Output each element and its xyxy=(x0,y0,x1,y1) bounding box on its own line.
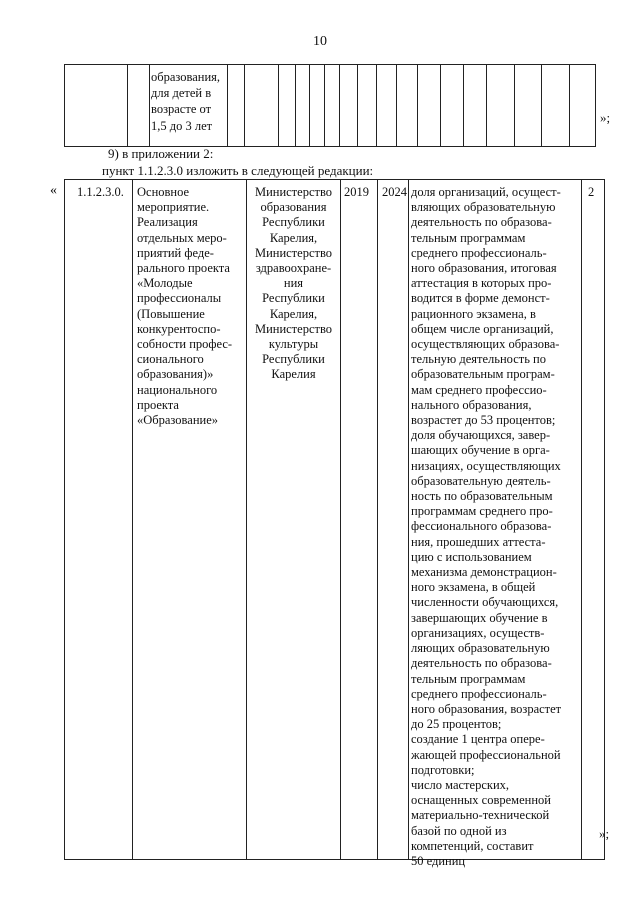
cell-line: низациях, осуществляющих xyxy=(411,458,561,473)
cell-line: цию с использованием xyxy=(411,549,532,564)
cell-line: рационного экзамена, в xyxy=(411,306,536,321)
cell-line: профессионалы xyxy=(137,291,222,306)
table-divider xyxy=(417,65,418,146)
year-end: 2024 xyxy=(382,185,407,199)
cell-line: ния xyxy=(283,276,304,291)
cell-line: культуры xyxy=(268,337,319,352)
cell-line: вляющих образовательную xyxy=(411,200,556,215)
cell-line: Реализация xyxy=(137,215,198,230)
cell-line: число мастерских, xyxy=(411,777,510,792)
cell-line: образования, xyxy=(151,70,221,84)
item-number: 1.1.2.3.0. xyxy=(77,185,124,199)
table-divider xyxy=(295,65,296,146)
cell-line: Республики xyxy=(262,352,325,367)
item-heading: 9) в приложении 2: xyxy=(108,146,214,161)
table-divider xyxy=(514,65,515,146)
table-divider xyxy=(376,65,377,146)
cell-line: среднего профессиональ- xyxy=(411,686,547,701)
table-divider xyxy=(541,65,542,146)
cell-line: базой по одной из xyxy=(411,823,507,838)
cell-line: Министерство xyxy=(254,321,333,336)
cell-line: Карелия, xyxy=(269,230,318,245)
cell-line: тельную деятельность по xyxy=(411,352,546,367)
cell-line: тельным программам xyxy=(411,671,526,686)
table-divider xyxy=(357,65,358,146)
table-divider xyxy=(377,180,378,859)
closing-quote: »; xyxy=(600,110,611,125)
cell-line: рального проекта xyxy=(137,261,230,276)
cell-line: Карелия xyxy=(271,367,316,382)
cell-line: доля обучающихся, завер- xyxy=(411,428,551,443)
responsible-orgs xyxy=(250,185,337,383)
continuation-cell xyxy=(151,69,226,134)
cell-line: численности обучающихся, xyxy=(411,595,559,610)
table-divider xyxy=(396,65,397,146)
continuation-table xyxy=(64,64,596,147)
cell-line: шающих обучение в орга- xyxy=(411,443,550,458)
cell-line: образования)» xyxy=(137,367,214,382)
cell-line: ляющих образовательную xyxy=(411,641,550,656)
cell-line: мам среднего профессио- xyxy=(411,382,547,397)
table-divider xyxy=(581,180,582,859)
table-divider xyxy=(149,65,150,146)
table-divider xyxy=(463,65,464,146)
cell-line: создание 1 центра опере- xyxy=(411,732,545,747)
cell-line: образовательную деятель- xyxy=(411,473,551,488)
cell-line: оснащенных современной xyxy=(411,793,551,808)
cell-line: 1,5 до 3 лет xyxy=(151,118,213,133)
cell-line: «Образование» xyxy=(137,413,219,428)
table-divider xyxy=(227,65,228,146)
cell-line: программам среднего про- xyxy=(411,504,553,519)
cell-line: Основное xyxy=(137,185,190,199)
cell-line: Министерство xyxy=(254,245,333,260)
cell-line: деятельность по образова- xyxy=(411,215,552,230)
table-divider xyxy=(127,65,128,146)
cell-line: тельным программам xyxy=(411,230,526,245)
cell-line: деятельность по образова- xyxy=(411,656,552,671)
cell-line: доля организаций, осущест- xyxy=(411,185,561,199)
cell-line: Республики xyxy=(262,215,325,230)
cell-line: «Молодые xyxy=(137,276,193,291)
item-instruction: пункт 1.1.2.3.0 изложить в следующей редакции: xyxy=(102,163,374,178)
cell-line: нального образования, xyxy=(411,397,532,412)
cell-line: приятий феде- xyxy=(137,245,214,260)
cell-line: ного образования, возрастет xyxy=(411,701,562,716)
table-divider xyxy=(309,65,310,146)
cell-line: аттестация в которых про- xyxy=(411,276,552,291)
cell-line: подготовки; xyxy=(411,762,475,777)
year-start: 2019 xyxy=(344,185,369,199)
table-divider xyxy=(324,65,325,146)
cell-line: фессионального образова- xyxy=(411,519,552,534)
cell-line: проекта xyxy=(137,397,179,412)
cell-line: завершающих обучение в xyxy=(411,610,548,625)
cell-line: Министерство xyxy=(254,185,333,199)
cell-line: механизма демонстрацион- xyxy=(411,565,557,580)
cell-line: отдельных меро- xyxy=(137,230,227,245)
cell-line: Карелия, xyxy=(269,306,318,321)
cell-line: ного экзамена, в общей xyxy=(411,580,536,595)
cell-line: водится в форме демонст- xyxy=(411,291,550,306)
cell-line: среднего профессиональ- xyxy=(411,245,547,260)
main-table xyxy=(64,179,605,868)
cell-line: организациях, осуществ- xyxy=(411,625,545,640)
table-divider xyxy=(408,180,409,859)
page-number: 10 xyxy=(313,34,327,49)
table-divider xyxy=(132,180,133,859)
cell-line: (Повышение xyxy=(137,306,205,321)
cell-line: здравоохране- xyxy=(255,261,332,276)
opening-quote: « xyxy=(50,183,57,198)
cell-line: для детей в xyxy=(151,86,212,101)
table-divider xyxy=(569,65,570,146)
table-divider xyxy=(486,65,487,146)
cell-line: образования xyxy=(260,200,327,215)
cell-line: общем числе организаций, xyxy=(411,321,554,336)
table-divider xyxy=(339,65,340,146)
cell-line: компетенций, составит xyxy=(411,838,534,853)
cell-line: ного образования, итоговая xyxy=(411,261,557,276)
table-divider xyxy=(440,65,441,146)
cell-line: национального xyxy=(137,382,218,397)
cell-line: материально-технической xyxy=(411,808,550,823)
cell-line: жающей профессиональной xyxy=(411,747,561,762)
table-divider xyxy=(340,180,341,859)
cell-line: возрастет до 53 процентов; xyxy=(411,413,556,428)
table-divider xyxy=(244,65,245,146)
closing-quote: »; xyxy=(599,826,610,841)
cell-line: осуществляющих образова- xyxy=(411,337,560,352)
cell-line: мероприятие. xyxy=(137,200,210,215)
cell-line: ность по образовательным xyxy=(411,489,553,504)
cell-line: 50 единиц xyxy=(411,853,466,868)
cell-line: образовательным програм- xyxy=(411,367,555,382)
cell-line: конкурентоспо- xyxy=(137,321,221,336)
cell-line: ния, прошедших аттеста- xyxy=(411,534,546,549)
last-column-value: 2 xyxy=(588,185,595,199)
activity-name xyxy=(137,185,249,428)
cell-line: до 25 процентов; xyxy=(411,717,502,732)
expected-results xyxy=(411,185,579,869)
cell-line: возрасте от xyxy=(151,102,212,117)
table-divider xyxy=(278,65,279,146)
cell-line: собности профес- xyxy=(137,337,233,352)
cell-line: Республики xyxy=(262,291,325,306)
cell-line: сионального xyxy=(137,352,204,367)
